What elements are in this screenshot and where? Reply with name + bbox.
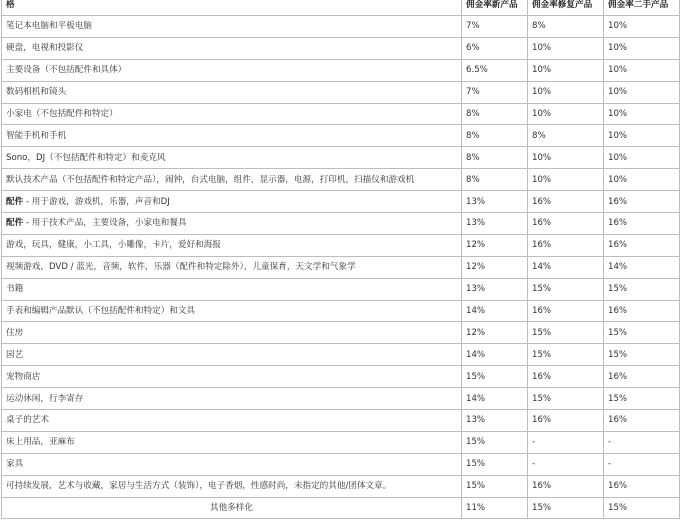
rate-used-cell: 10% <box>604 59 680 81</box>
category-text: 游戏，玩具，健康，小工具，小雕像，卡片，爱好和海报 <box>6 240 221 251</box>
rate-used-cell: 16% <box>604 213 680 235</box>
category-text: 小家电（不包括配件和特定） <box>6 109 118 119</box>
rate-refurbished-cell: 16% <box>528 191 604 213</box>
rate-new-cell: 14% <box>462 300 528 322</box>
table-row <box>2 81 680 103</box>
category-cell <box>2 453 462 475</box>
rate-refurbished-cell: 15% <box>528 388 604 410</box>
table-header-row <box>2 0 680 16</box>
category-text: 数码相机和镜头 <box>6 87 67 98</box>
rate-used-cell: 14% <box>604 256 680 278</box>
rate-used-cell: 16% <box>604 300 680 322</box>
category-text: 默认技术产品（不包括配件和特定产品），闹钟，台式电脑，组件，显示器，电源，打印机，扫描仪和游戏机 <box>6 174 415 185</box>
category-cell <box>2 125 462 147</box>
category-text: - 用于技术产品，主要设备，小家电和餐具 <box>23 218 187 229</box>
table-row <box>2 234 680 256</box>
category-cell <box>2 475 462 497</box>
rate-refurbished-cell: 8% <box>528 16 604 38</box>
rate-refurbished-cell: 10% <box>528 81 604 103</box>
category-cell <box>2 497 462 519</box>
rate-refurbished-cell: 10% <box>528 37 604 59</box>
category-text: 桌子的艺术 <box>6 415 49 426</box>
rate-new-cell: 11% <box>462 497 528 519</box>
rate-used-cell: 10% <box>604 169 680 191</box>
table-row <box>2 497 680 519</box>
rate-used-cell: 15% <box>604 344 680 366</box>
rate-new-cell: 8% <box>462 169 528 191</box>
table-row <box>2 256 680 278</box>
rate-refurbished-cell: 15% <box>528 497 604 519</box>
rate-refurbished-cell: 16% <box>528 410 604 432</box>
category-text: 手表和编辑产品默认（不包括配件和特定）和文具 <box>6 306 196 317</box>
table-row <box>2 344 680 366</box>
category-text: 视频游戏，DVD / 蓝光，音频，软件，乐器（配件和特定除外），儿童保育，天文学和气象学 <box>6 262 356 273</box>
rate-used-cell: - <box>604 453 680 475</box>
category-cell <box>2 213 462 235</box>
category-prefix: 配件 <box>6 218 24 229</box>
rate-new-cell: 6.5% <box>462 59 528 81</box>
rate-new-cell: 7% <box>462 16 528 38</box>
rate-used-cell: 16% <box>604 410 680 432</box>
table-row <box>2 453 680 475</box>
category-cell <box>2 81 462 103</box>
table-row <box>2 278 680 300</box>
rate-used-cell: 10% <box>604 103 680 125</box>
rate-refurbished-cell: 16% <box>528 366 604 388</box>
category-cell <box>2 256 462 278</box>
table-row <box>2 147 680 169</box>
category-cell <box>2 59 462 81</box>
table-row <box>2 16 680 38</box>
table-row <box>2 37 680 59</box>
category-cell <box>2 103 462 125</box>
category-cell <box>2 322 462 344</box>
header-rate-refurbished: 佣金率修复产品 <box>528 0 604 16</box>
table-row <box>2 475 680 497</box>
rate-used-cell: 16% <box>604 475 680 497</box>
commission-table-container <box>1 0 680 519</box>
rate-refurbished-cell: 10% <box>528 147 604 169</box>
rate-refurbished-cell: 16% <box>528 300 604 322</box>
category-text: Sono，DJ（不包括配件和特定）和麦克风 <box>6 152 166 163</box>
table-body <box>2 16 680 519</box>
rate-refurbished-cell: 16% <box>528 213 604 235</box>
rate-used-cell: 15% <box>604 388 680 410</box>
rate-new-cell: 13% <box>462 213 528 235</box>
rate-used-cell: 10% <box>604 37 680 59</box>
rate-refurbished-cell: - <box>528 453 604 475</box>
category-text: 主要设备（不包括配件和具体） <box>6 65 127 76</box>
category-text: 笔记本电脑和平板电脑 <box>6 21 92 32</box>
rate-refurbished-cell: 10% <box>528 169 604 191</box>
category-cell <box>2 344 462 366</box>
rate-used-cell: - <box>604 431 680 453</box>
rate-refurbished-cell: 15% <box>528 344 604 366</box>
category-text: 家具 <box>6 459 24 470</box>
rate-used-cell: 16% <box>604 234 680 256</box>
category-text: 其他多样化 <box>210 503 253 514</box>
category-cell <box>2 234 462 256</box>
table-row <box>2 213 680 235</box>
commission-rate-table <box>1 0 680 519</box>
table-row <box>2 169 680 191</box>
rate-used-cell: 15% <box>604 322 680 344</box>
rate-used-cell: 16% <box>604 366 680 388</box>
table-row <box>2 59 680 81</box>
rate-new-cell: 6% <box>462 37 528 59</box>
rate-new-cell: 13% <box>462 410 528 432</box>
rate-new-cell: 7% <box>462 81 528 103</box>
rate-refurbished-cell: - <box>528 431 604 453</box>
rate-refurbished-cell: 15% <box>528 278 604 300</box>
category-cell <box>2 410 462 432</box>
rate-used-cell: 10% <box>604 125 680 147</box>
rate-used-cell: 15% <box>604 278 680 300</box>
rate-new-cell: 12% <box>462 256 528 278</box>
rate-refurbished-cell: 16% <box>528 234 604 256</box>
table-row <box>2 300 680 322</box>
category-prefix: 配件 <box>6 196 24 207</box>
category-text: - 用于游戏，游戏机，乐器，声音和DJ <box>23 196 170 207</box>
rate-refurbished-cell: 16% <box>528 475 604 497</box>
rate-used-cell: 16% <box>604 191 680 213</box>
table-row <box>2 388 680 410</box>
rate-refurbished-cell: 10% <box>528 59 604 81</box>
table-row <box>2 366 680 388</box>
rate-new-cell: 8% <box>462 125 528 147</box>
category-text: 可持续发展，艺术与收藏，家居与生活方式（装饰），电子香烟，性感时尚，未指定的其他/团体文章。 <box>6 481 392 492</box>
rate-new-cell: 13% <box>462 191 528 213</box>
table-row <box>2 125 680 147</box>
category-text: 智能手机和手机 <box>6 130 67 141</box>
header-rate-new: 佣金率新产品 <box>462 0 528 16</box>
rate-new-cell: 13% <box>462 278 528 300</box>
rate-used-cell: 15% <box>604 497 680 519</box>
category-cell <box>2 388 462 410</box>
table-row <box>2 103 680 125</box>
category-cell <box>2 300 462 322</box>
category-text: 床上用品，亚麻布 <box>6 437 75 448</box>
category-cell <box>2 191 462 213</box>
rate-refurbished-cell: 8% <box>528 125 604 147</box>
header-category: 格 <box>2 0 462 16</box>
category-cell <box>2 366 462 388</box>
table-row <box>2 322 680 344</box>
category-text: 硬盘，电视和投影仪 <box>6 43 84 54</box>
rate-new-cell: 14% <box>462 388 528 410</box>
rate-new-cell: 15% <box>462 431 528 453</box>
category-cell <box>2 431 462 453</box>
rate-used-cell: 10% <box>604 16 680 38</box>
category-text: 住房 <box>6 327 24 338</box>
rate-new-cell: 15% <box>462 453 528 475</box>
rate-new-cell: 8% <box>462 103 528 125</box>
category-cell <box>2 37 462 59</box>
rate-used-cell: 10% <box>604 147 680 169</box>
table-row <box>2 191 680 213</box>
category-text: 园艺 <box>6 349 24 360</box>
rate-new-cell: 12% <box>462 322 528 344</box>
category-cell <box>2 147 462 169</box>
rate-new-cell: 8% <box>462 147 528 169</box>
category-text: 书籍 <box>6 284 24 295</box>
header-rate-used: 佣金率二手产品 <box>604 0 680 16</box>
category-text: 运动休闲，行李寄存 <box>6 393 84 404</box>
rate-refurbished-cell: 10% <box>528 103 604 125</box>
rate-refurbished-cell: 14% <box>528 256 604 278</box>
table-row <box>2 431 680 453</box>
rate-refurbished-cell: 15% <box>528 322 604 344</box>
rate-new-cell: 12% <box>462 234 528 256</box>
rate-new-cell: 15% <box>462 475 528 497</box>
rate-new-cell: 15% <box>462 366 528 388</box>
category-cell <box>2 169 462 191</box>
category-cell <box>2 16 462 38</box>
rate-used-cell: 10% <box>604 81 680 103</box>
category-cell <box>2 278 462 300</box>
table-row <box>2 410 680 432</box>
rate-new-cell: 14% <box>462 344 528 366</box>
category-text: 宠物商店 <box>6 371 41 382</box>
